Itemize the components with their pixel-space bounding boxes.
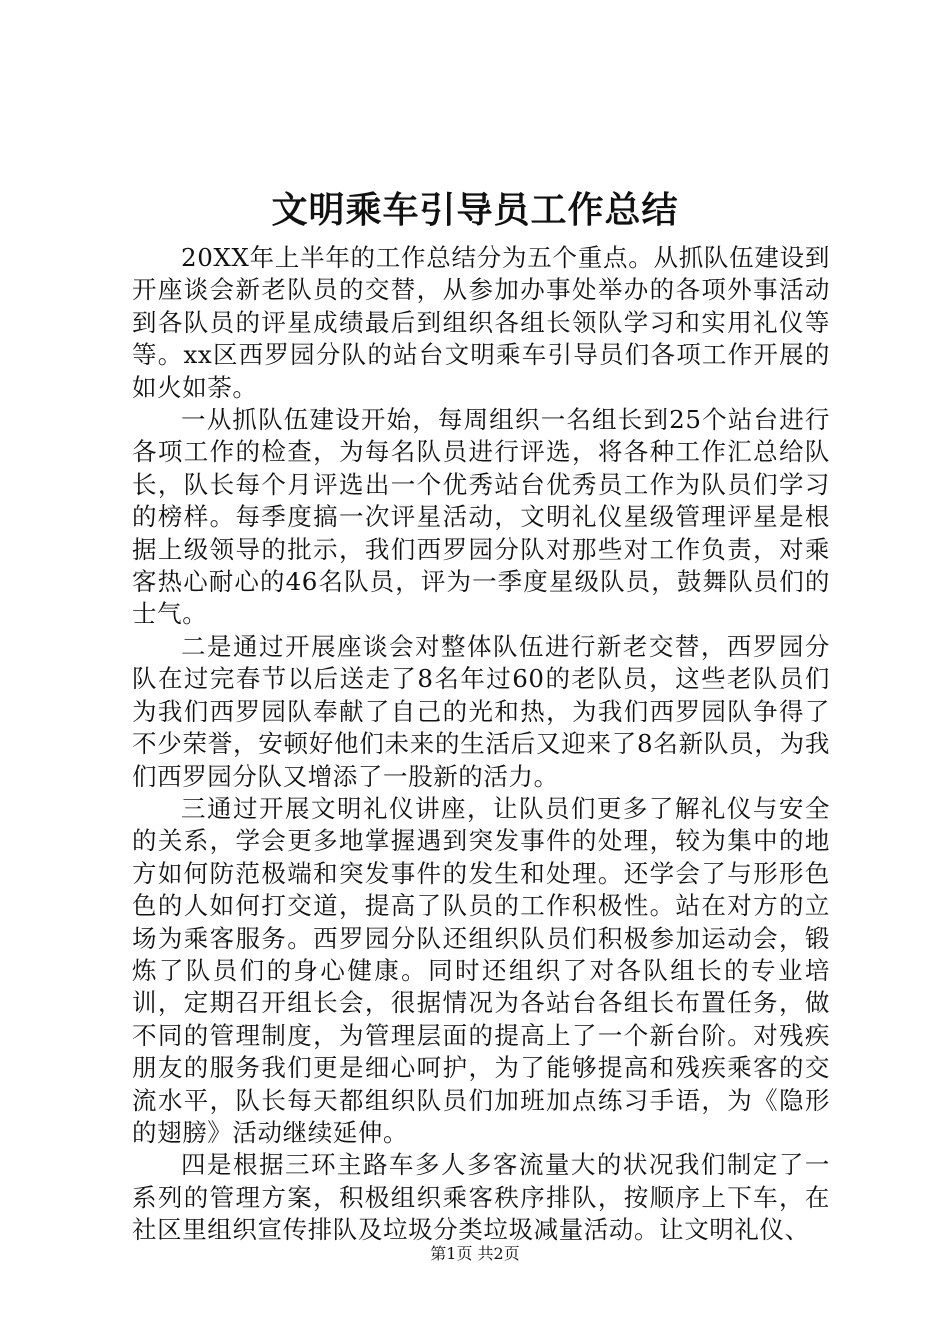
paragraph-management-plan: 四是根据三环主路车多人多客流量大的状况我们制定了一系列的管理方案，积极组织乘客秩序排队，按顺序上下车，在社区里组织宣传排队及垃圾分类垃圾减量活动。让文明礼仪、	[132, 1150, 830, 1245]
document-title: 文明乘车引导员工作总结	[271, 189, 679, 231]
paragraph-member-rotation: 二是通过开展座谈会对整体队伍进行新老交替，西罗园分队在过完春节以后送走了8名年过60的老队员，这些老队员们为我们西罗园队奉献了自己的光和热，为我们西罗园队争得了不少荣誉，安顿好他们未来的生活后又迎来了8名新队员，为我们西罗园分队又增添了一股新的活力。	[132, 631, 830, 791]
paragraph-team-building: 一从抓队伍建设开始，每周组织一名组长到25个站台进行各项工作的检查，为每名队员进行评选，将各种工作汇总给队长，队长每个月评选出一个优秀站台优秀员工作为队员们学习的榜样。每季度搞一次评星活动，文明礼仪星级管理评星是根据上级领导的批示，我们西罗园分队对那些对工作负责，对乘客热心耐心的46名队员，评为一季度星级队员，鼓舞队员们的士气。	[132, 405, 830, 629]
paragraph-intro: 20XX年上半年的工作总结分为五个重点。从抓队伍建设到开座谈会新老队员的交替，从参加办事处举办的各项外事活动到各队员的评星成绩最后到组织各组长领队学习和实用礼仪等等。xx区西罗园分队的站台文明乘车引导员们各项工作开展的如火如荼。	[132, 243, 830, 402]
document-body	[132, 242, 830, 1247]
paragraph-etiquette-training: 三通过开展文明礼仪讲座，让队员们更多了解礼仪与安全的关系，学会更多地掌握遇到突发事件的处理，较为集中的地方如何防范极端和突发事件的发生和处理。还学会了与形形色色的人如何打交道，提高了队员的工作积极性。站在对方的立场为乘客服务。西罗园分队还组织队员们积极参加运动会，锻炼了队员们的身心健康。同时还组织了对各队组长的专业培训，定期召开组长会，很据情况为各站台各组长布置任务，做不同的管理制度，为管理层面的提高上了一个新台阶。对残疾朋友的服务我们更是细心呵护，为了能够提高和残疾乘客的交流水平，队长每天都组织队员们加班加点练习手语，为《隐形的翅膀》活动继续延伸。	[132, 793, 830, 1147]
page-footer: 第1页 共2页	[430, 1244, 520, 1263]
